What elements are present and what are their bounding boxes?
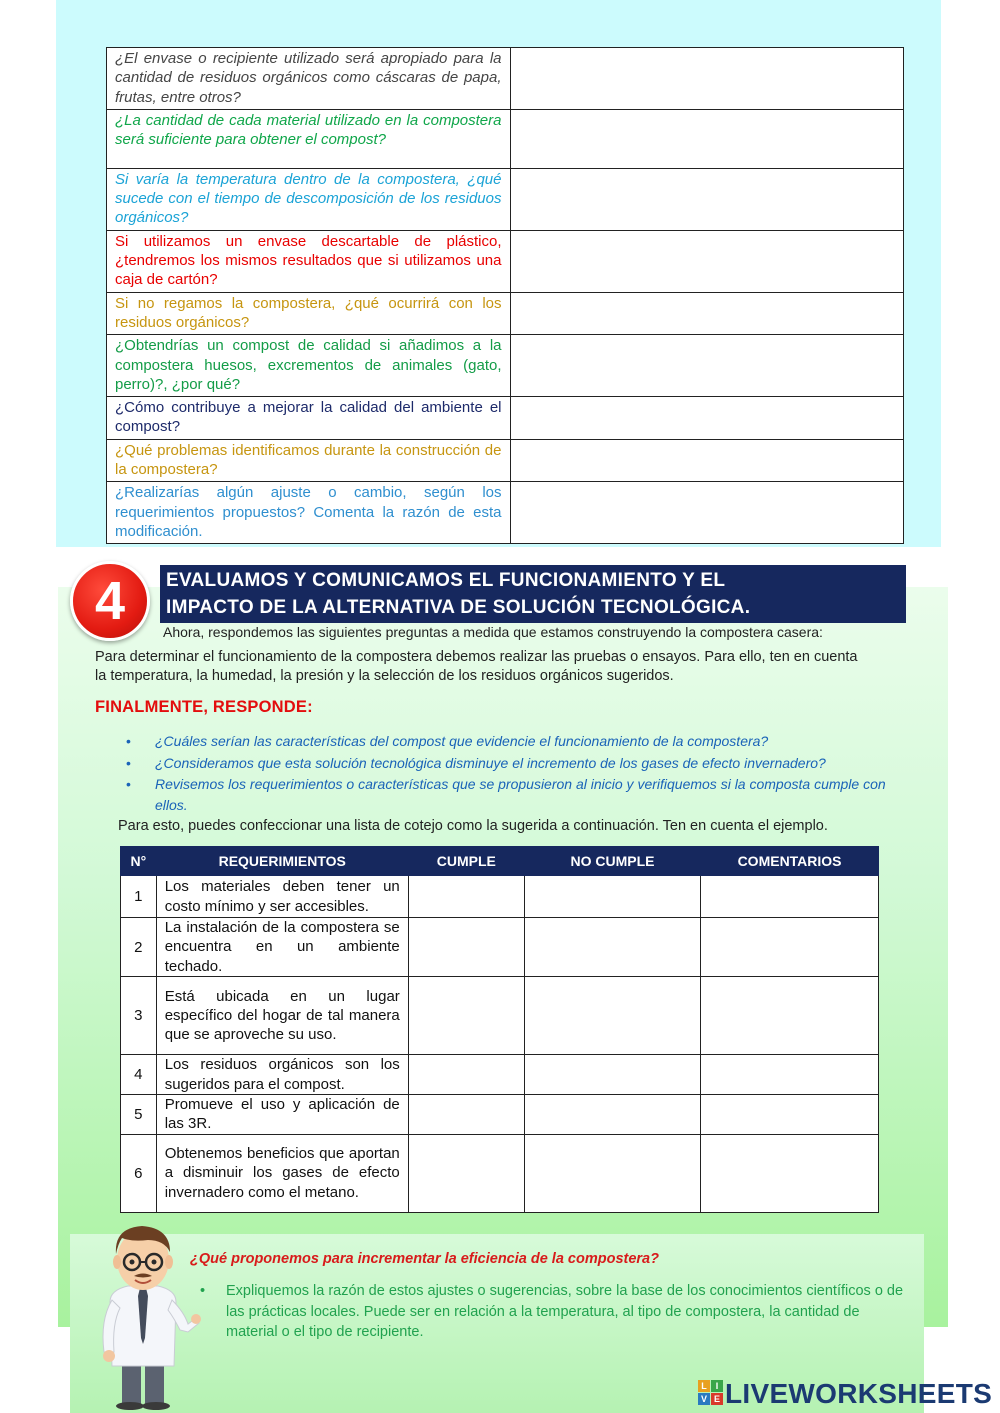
table-row — [121, 977, 879, 1055]
instructions-line-2: la temperatura, la humedad, la presión y la selección de los residuos orgánicos sugeridos. — [95, 668, 674, 684]
table-row — [107, 482, 904, 544]
list-item — [126, 774, 906, 815]
cumple-cell[interactable] — [408, 1095, 524, 1135]
section-heading — [160, 565, 906, 623]
comentarios-cell[interactable] — [701, 1055, 879, 1095]
logo-letter: I — [711, 1380, 723, 1392]
requirement-cell: Los residuos orgánicos son los sugeridos para el compost. — [156, 1055, 408, 1095]
teacher-illustration-icon — [88, 1220, 206, 1410]
bullet-text: ¿Cuáles serían las características del compost que evidencie el funcionamiento de la compostera? — [155, 733, 769, 749]
comentarios-cell[interactable] — [701, 918, 879, 977]
heading-line-2: IMPACTO DE LA ALTERNATIVA DE SOLUCIÓN TECNOLÓGICA. — [166, 597, 751, 618]
requirement-cell: Los materiales deben tener un costo mínimo y ser accesibles. — [156, 876, 408, 918]
comentarios-cell[interactable] — [701, 876, 879, 918]
table-row — [107, 109, 904, 168]
comentarios-cell[interactable] — [701, 977, 879, 1055]
row-number: 4 — [121, 1055, 157, 1095]
question-cell: Si utilizamos un envase descartable de plástico, ¿tendremos los mismos resultados que si utilizamos una caja de cartón? — [107, 230, 511, 292]
table-row — [107, 397, 904, 440]
table-row — [121, 1134, 879, 1212]
cumple-cell[interactable] — [408, 1134, 524, 1212]
list-item — [126, 731, 906, 752]
requirement-cell: La instalación de la compostera se encuentra en un ambiente techado. — [156, 918, 408, 977]
bullet-text: ¿Consideramos que esta solución tecnológica disminuye el incremento de los gases de efecto invernadero? — [155, 754, 826, 771]
table-row — [107, 168, 904, 230]
checklist-header-row — [121, 847, 879, 876]
requirement-cell: Está ubicada en un lugar específico del hogar de tal manera que se aproveche su uso. — [156, 977, 408, 1055]
row-number: 1 — [121, 876, 157, 918]
no-cumple-cell[interactable] — [524, 1055, 700, 1095]
header-comentarios: COMENTARIOS — [701, 847, 879, 876]
answer-cell[interactable] — [510, 292, 904, 335]
question-cell: Si varía la temperatura dentro de la compostera, ¿qué sucede con el tiempo de descomposición de los residuos orgánicos? — [107, 168, 511, 230]
answer-cell[interactable] — [510, 335, 904, 397]
bullet-icon: • — [126, 754, 131, 771]
table-row — [107, 335, 904, 397]
no-cumple-cell[interactable] — [524, 918, 700, 977]
question-cell: ¿Cómo contribuye a mejorar la calidad del ambiente el compost? — [107, 397, 511, 440]
requirement-cell: Obtenemos beneficios que aportan a disminuir los gases de efecto invernadero como el metano. — [156, 1134, 408, 1212]
cumple-cell[interactable] — [408, 918, 524, 977]
bullet-icon: • — [126, 776, 131, 792]
header-number: N° — [121, 847, 157, 876]
bullet-text: Revisemos los requerimientos o características que se propusieron al inicio y verifiquemos si la composta cumple con ellos. — [155, 776, 886, 813]
heading-line-1: EVALUAMOS Y COMUNICAMOS EL FUNCIONAMIENTO Y EL — [166, 570, 726, 591]
logo-letter: V — [698, 1393, 710, 1405]
comentarios-cell[interactable] — [701, 1134, 879, 1212]
table-row — [107, 230, 904, 292]
table-row — [107, 439, 904, 482]
table-row — [107, 48, 904, 110]
answer-cell[interactable] — [510, 168, 904, 230]
proposal-item — [200, 1281, 905, 1343]
row-number: 2 — [121, 918, 157, 977]
question-cell: Si no regamos la compostera, ¿qué ocurrirá con los residuos orgánicos? — [107, 292, 511, 335]
answer-cell[interactable] — [510, 48, 904, 110]
finally-label: FINALMENTE, RESPONDE: — [95, 698, 313, 716]
answer-cell[interactable] — [510, 397, 904, 440]
logo-letter: E — [711, 1393, 723, 1405]
question-cell: ¿Qué problemas identificamos durante la construcción de la compostera? — [107, 439, 511, 482]
cumple-cell[interactable] — [408, 1055, 524, 1095]
table-row — [121, 1055, 879, 1095]
question-cell: ¿Realizarías algún ajuste o cambio, según los requerimientos propuestos? Comenta la razón de esta modificación. — [107, 482, 511, 544]
header-requirements: REQUERIMIENTOS — [156, 847, 408, 876]
question-bullets — [126, 731, 906, 816]
row-number: 3 — [121, 977, 157, 1055]
logo-grid-icon — [698, 1380, 724, 1406]
section-number-badge: 4 — [70, 561, 150, 641]
answer-cell[interactable] — [510, 109, 904, 168]
liveworksheets-logo — [698, 1378, 998, 1410]
bullet-icon: • — [200, 1283, 206, 1299]
questions-table — [106, 47, 904, 544]
requirement-cell: Promueve el uso y aplicación de las 3R. — [156, 1095, 408, 1135]
table-row — [121, 876, 879, 918]
question-cell: ¿Obtendrías un compost de calidad si añadimos a la compostera huesos, excrementos de animales (gato, perro)?, ¿por qué? — [107, 335, 511, 397]
header-cumple: CUMPLE — [408, 847, 524, 876]
comentarios-cell[interactable] — [701, 1095, 879, 1135]
row-number: 6 — [121, 1134, 157, 1212]
table-row — [121, 918, 879, 977]
proposal-text: Expliquemos la razón de estos ajustes o sugerencias, sobre la base de los conocimientos científicos o de las prácticas locales. Puede ser en relación a la temperatura, al tipo de compostera, la cantidad de material o el tipo de recipiente. — [226, 1283, 904, 1340]
no-cumple-cell[interactable] — [524, 1134, 700, 1212]
section-intro: Ahora, respondemos las siguientes preguntas a medida que estamos construyendo la compostera casera: — [163, 624, 823, 640]
cumple-cell[interactable] — [408, 876, 524, 918]
table-row — [107, 292, 904, 335]
answer-cell[interactable] — [510, 230, 904, 292]
proposal-question: ¿Qué proponemos para incrementar la eficiencia de la compostera? — [190, 1251, 659, 1267]
no-cumple-cell[interactable] — [524, 1095, 700, 1135]
checklist-table — [120, 846, 879, 1213]
header-no-cumple: NO CUMPLE — [524, 847, 700, 876]
bullet-icon: • — [126, 733, 131, 749]
row-number: 5 — [121, 1095, 157, 1135]
cumple-cell[interactable] — [408, 977, 524, 1055]
question-cell: ¿El envase o recipiente utilizado será apropiado para la cantidad de residuos orgánicos como cáscaras de papa, frutas, entre otros? — [107, 48, 511, 110]
logo-text: LIVEWORKSHEETS — [725, 1378, 993, 1409]
answer-cell[interactable] — [510, 482, 904, 544]
table-row — [121, 1095, 879, 1135]
logo-letter: L — [698, 1380, 710, 1392]
instructions-line-1: Para determinar el funcionamiento de la compostera debemos realizar las pruebas o ensayos. Para ello, ten en cuenta — [95, 649, 858, 665]
answer-cell[interactable] — [510, 439, 904, 482]
no-cumple-cell[interactable] — [524, 876, 700, 918]
no-cumple-cell[interactable] — [524, 977, 700, 1055]
checklist-intro: Para esto, puedes confeccionar una lista de cotejo como la sugerida a continuación. Ten en cuenta el ejemplo. — [118, 818, 828, 834]
list-item — [126, 753, 906, 774]
question-cell: ¿La cantidad de cada material utilizado en la compostera será suficiente para obtener el compost? — [107, 109, 511, 168]
